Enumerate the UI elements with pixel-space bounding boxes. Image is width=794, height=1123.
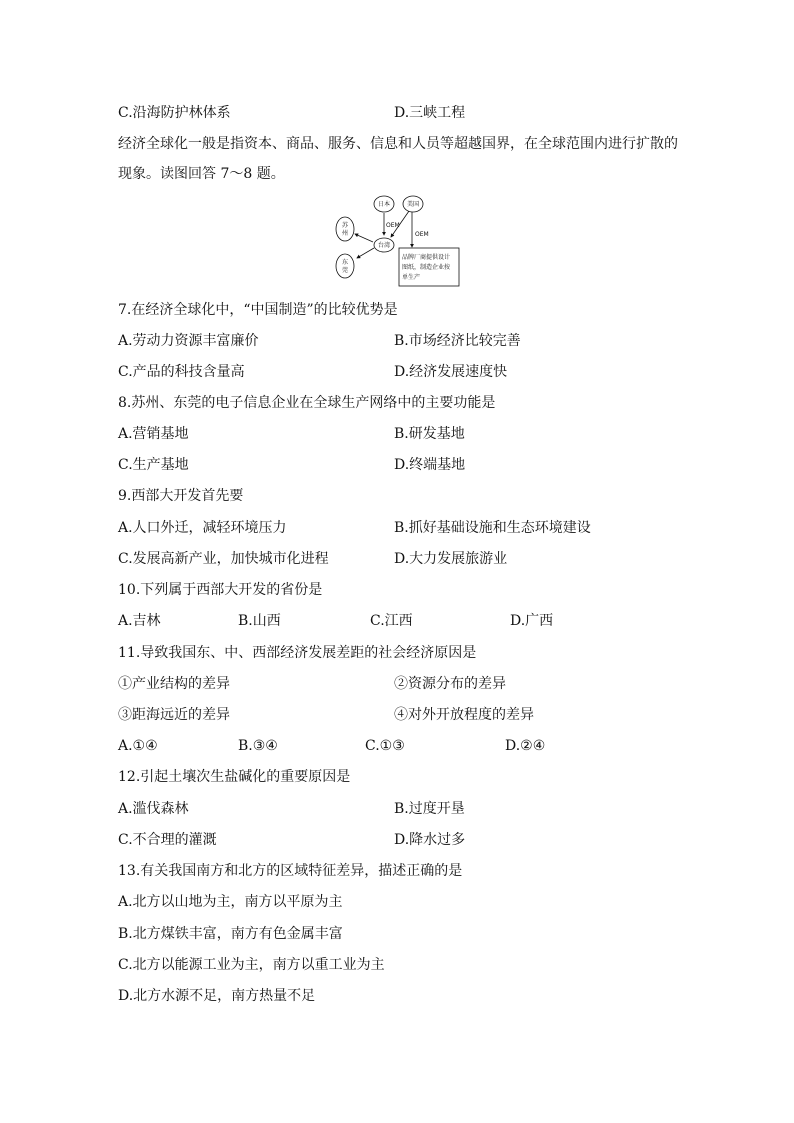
option-d: D.大力发展旅游业: [394, 551, 508, 567]
box-line-3: 单生产: [402, 274, 421, 281]
option-b: B.研发基地: [394, 426, 465, 442]
usa-label: 美国: [406, 201, 420, 208]
option-a: A.人口外迁，减轻环境压力: [118, 520, 287, 536]
question-12-stem: 12.引起土壤次生盐碱化的重要原因是: [118, 769, 351, 785]
oem-label-left: OEM: [386, 222, 400, 229]
option-c: C.不合理的灌溉: [118, 832, 217, 848]
option-a: A.①④: [118, 738, 158, 754]
question-7-stem: 7.在经济全球化中，“中国制造”的比较优势是: [118, 302, 398, 318]
passage-line-2: 现象。读图回答 7～8 题。: [118, 166, 285, 182]
suzhou-label-2: 州: [341, 230, 349, 237]
oem-label-right: OEM: [415, 231, 429, 238]
question-9-stem: 9.西部大开发首先要: [118, 488, 244, 504]
option-b: B.③④: [238, 738, 278, 754]
option-row: [118, 831, 718, 849]
statement-4: ④对外开放程度的差异: [394, 707, 534, 723]
statement-3: ③距海远近的差异: [118, 707, 230, 723]
option-row: [118, 104, 718, 122]
option-d: D.北方水源不足，南方热量不足: [118, 988, 316, 1004]
option-d: D.终端基地: [394, 457, 466, 473]
option-b: B.市场经济比较完善: [394, 333, 521, 349]
option-b: B.北方煤铁丰富，南方有色金属丰富: [118, 926, 343, 942]
passage-intro: [118, 129, 678, 189]
option-c: C.产品的科技含量高: [118, 364, 245, 380]
statement-row: [118, 675, 718, 693]
option-c: C.①③: [365, 738, 405, 754]
option-a: A.劳动力资源丰富廉价: [118, 333, 259, 349]
question-10-stem: 10.下列属于西部大开发的省份是: [118, 582, 323, 598]
option-row: [118, 550, 718, 568]
option-d: D.经济发展速度快: [394, 364, 508, 380]
suzhou-label-1: 苏: [341, 222, 349, 229]
option-b: B.山西: [238, 613, 281, 629]
dongguan-label-2: 莞: [341, 267, 349, 274]
question-13-stem: 13.有关我国南方和北方的区域特征差异，描述正确的是: [118, 863, 463, 879]
option-row: [118, 456, 718, 474]
statement-1: ①产业结构的差异: [118, 676, 230, 692]
oem-network-diagram: [333, 192, 463, 290]
option-row: [118, 363, 718, 381]
box-line-1: 品牌厂商提供设计: [402, 254, 451, 261]
option-row: [118, 519, 718, 537]
arrow-taiwan-suzhou: [355, 234, 373, 242]
option-a: A.吉林: [118, 613, 161, 629]
option-c: C.发展高新产业，加快城市化进程: [118, 551, 329, 567]
option-d: D.②④: [505, 738, 546, 754]
option-c: C.北方以能源工业为主，南方以重工业为主: [118, 957, 385, 973]
option-row: [118, 737, 718, 755]
option-a: A.北方以山地为主，南方以平原为主: [118, 894, 343, 910]
statement-2: ②资源分布的差异: [394, 676, 506, 692]
option-d: D.三峡工程: [394, 105, 466, 121]
question-8-stem: 8.苏州、东莞的电子信息企业在全球生产网络中的主要功能是: [118, 395, 496, 411]
dongguan-node: [336, 254, 354, 278]
option-c: C.江西: [370, 613, 413, 629]
taiwan-label: 台湾: [377, 242, 391, 249]
option-b: B.过度开垦: [394, 801, 465, 817]
option-c: C.沿海防护林体系: [118, 105, 231, 121]
japan-label: 日本: [377, 201, 391, 208]
statement-row: [118, 706, 718, 724]
passage-line-1: 经济全球化一般是指资本、商品、服务、信息和人员等超越国界，在全球范围内进行扩散的: [118, 136, 678, 152]
option-c: C.生产基地: [118, 457, 189, 473]
option-row: [118, 332, 718, 350]
option-a: A.滥伐森林: [118, 801, 189, 817]
option-row: [118, 425, 718, 443]
box-line-2: 图纸，制造企业按: [402, 264, 451, 271]
arrow-taiwan-dongguan: [357, 248, 374, 258]
option-d: D.广西: [510, 613, 554, 629]
suzhou-node: [336, 217, 354, 241]
dongguan-label-1: 东: [341, 259, 349, 266]
option-row: [118, 612, 718, 630]
option-a: A.营销基地: [118, 426, 189, 442]
option-row: [118, 800, 718, 818]
option-b: B.抓好基础设施和生态环境建设: [394, 520, 591, 536]
option-d: D.降水过多: [394, 832, 466, 848]
question-11-stem: 11.导致我国东、中、西部经济发展差距的社会经济原因是: [118, 645, 477, 661]
